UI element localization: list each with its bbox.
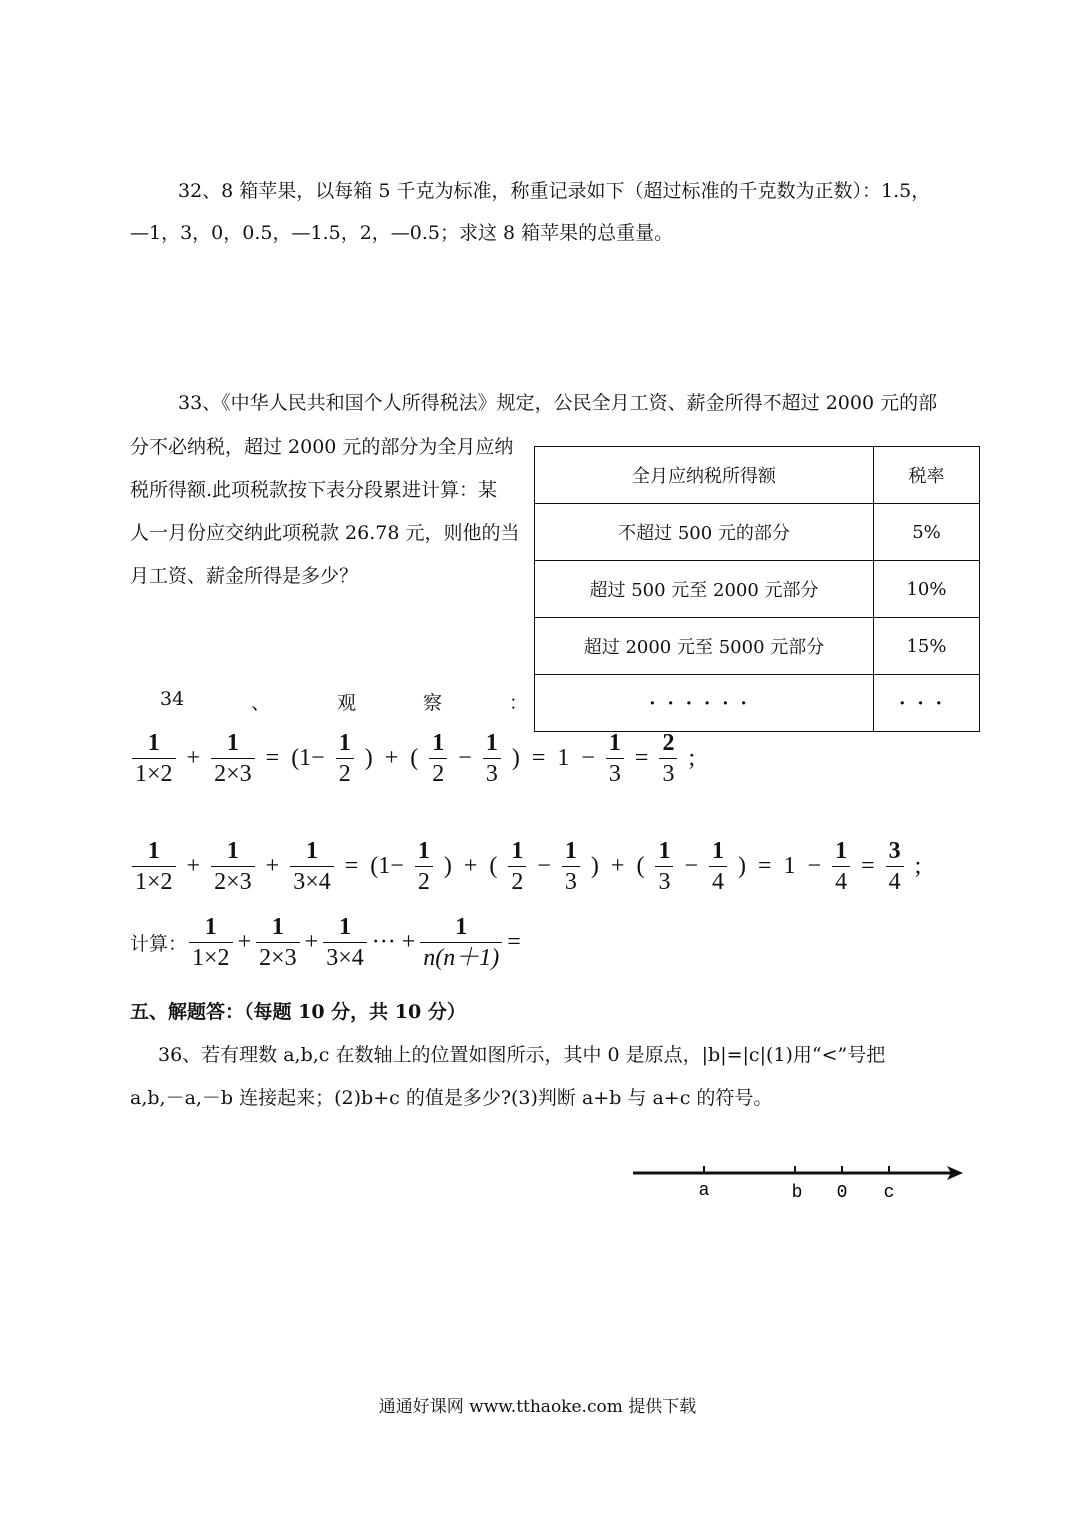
fraction: $\frac{1}{4}$ [832,836,850,897]
table-cell: ······ [535,675,874,732]
table-header-row [535,447,980,504]
q32-line-1: 32、8 箱苹果，以每箱 5 千克为标准，称重记录如下（超过标准的千克数为正数）：1.5， [178,180,931,202]
fraction: $\frac{1}{n(n+1)}$ [420,912,502,973]
table-cell: 15% [874,618,980,675]
q34-label-part: 、 [251,692,271,714]
number-line [625,1155,970,1210]
table-cell: 不超过 500 元的部分 [535,504,874,561]
q32-line-2: —1，3，0，0.5，—1.5，2，—0.5；求这 8 箱苹果的总重量。 [130,222,674,244]
q33-line-3: 税所得额.此项税款按下表分段累进计算：某 [130,479,498,501]
footer: 通通好课网 www.tthaoke.com 提供下载 [378,1397,697,1417]
table-cell: ··· [874,675,980,732]
fraction: $\frac{1}{3\times 4}$ [323,912,367,973]
q33-line-1: 33、《中华人民共和国个人所得税法》规定，公民全月工资、薪金所得不超过 2000 元的部 [178,392,938,414]
table-cell: 超过 500 元至 2000 元部分 [535,561,874,618]
axis-label-c: c [883,1183,895,1203]
fraction: $\frac{1}{3}$ [655,836,673,897]
q34-label-part: 观 [337,692,357,714]
q33-line-4: 人一月份应交纳此项税款 26.78 元，则他的当 [130,522,520,544]
fraction: $\frac{1}{3\times 4}$ [290,836,334,897]
q34-label-part: 察 [423,692,443,714]
q34-label-part: ： [508,692,528,714]
fraction: $\frac{1}{2}$ [336,728,354,789]
fraction: $\frac{1}{4}$ [709,836,727,897]
axis-label-0: 0 [836,1183,848,1203]
fraction: $\frac{1}{3}$ [483,728,501,789]
compute-label: 计算： [130,933,188,955]
fraction: $\frac{1}{2}$ [508,836,526,897]
table-row [535,618,980,675]
q34-label [160,688,528,715]
axis-label-a: a [698,1181,710,1201]
fraction: $\frac{1}{1\times 2}$ [132,836,176,897]
table-cell: 10% [874,561,980,618]
table-header-cell: 全月应纳税所得额 [535,447,874,504]
fraction: $\frac{1}{2}$ [429,728,447,789]
equation-2: $\frac{1}{1\times 2}$ + $\frac{1}{2\times 3}$ + $\frac{1}{3\times 4}$ = (1− $\frac{1}{2}$ ) + ( $\frac{1}{2}$ − $\frac{1}{3}$ ) + ( $\frac{1}{3}$ − $\frac{1}{4}$ ) = 1 − $\frac{1}{4}$ = $\frac{3}{4}$ ; [130,836,924,897]
fraction: $\frac{1}{3}$ [562,836,580,897]
equation-1: $\frac{1}{1\times 2}$ + $\frac{1}{2\times 3}$ = (1− $\frac{1}{2}$ ) + ( $\frac{1}{2}$ − $\frac{1}{3}$ ) = 1 − $\frac{1}{3}$ = $\frac{2}{3}$ ; [130,728,698,789]
fraction: $\frac{1}{2\times 3}$ [211,728,255,789]
table-row [535,504,980,561]
fraction: $\frac{1}{3}$ [606,728,624,789]
table-row [535,561,980,618]
tax-table [534,446,980,732]
section-5-heading: 五、解题答：（每题 10 分，共 10 分） [130,1001,466,1023]
fraction: $\frac{2}{3}$ [659,728,677,789]
q36-line-2: a,b,－a,－b 连接起来；(2)b+c 的值是多少?(3)判断 a+b 与 a+c 的符号。 [130,1087,773,1109]
fraction: $\frac{1}{2\times 3}$ [256,912,300,973]
table-cell: 超过 2000 元至 5000 元部分 [535,618,874,675]
fraction: $\frac{1}{1\times 2}$ [189,912,233,973]
table-row [535,675,980,732]
fraction: $\frac{1}{2}$ [415,836,433,897]
compute-expression: 计算： $\frac{1}{1\times 2}$ + $\frac{1}{2\times 3}$ + $\frac{1}{3\times 4}$ ··· + $\frac{1}{n(n+1)}$ = [130,914,521,971]
q34-label-part: 34 [160,688,185,710]
axis-label-b: b [791,1183,803,1203]
table-cell: 5% [874,504,980,561]
q36-line-1: 36、若有理数 a,b,c 在数轴上的位置如图所示，其中 0 是原点，|b|=|c|(1)用“<”号把 [158,1044,886,1066]
fraction: $\frac{1}{1\times 2}$ [132,728,176,789]
fraction: $\frac{3}{4}$ [886,836,904,897]
fraction: $\frac{1}{2\times 3}$ [211,836,255,897]
table-header-cell: 税率 [874,447,980,504]
q33-line-5: 月工资、薪金所得是多少？ [130,565,359,587]
q33-line-2: 分不必纳税，超过 2000 元的部分为全月应纳 [130,436,514,458]
